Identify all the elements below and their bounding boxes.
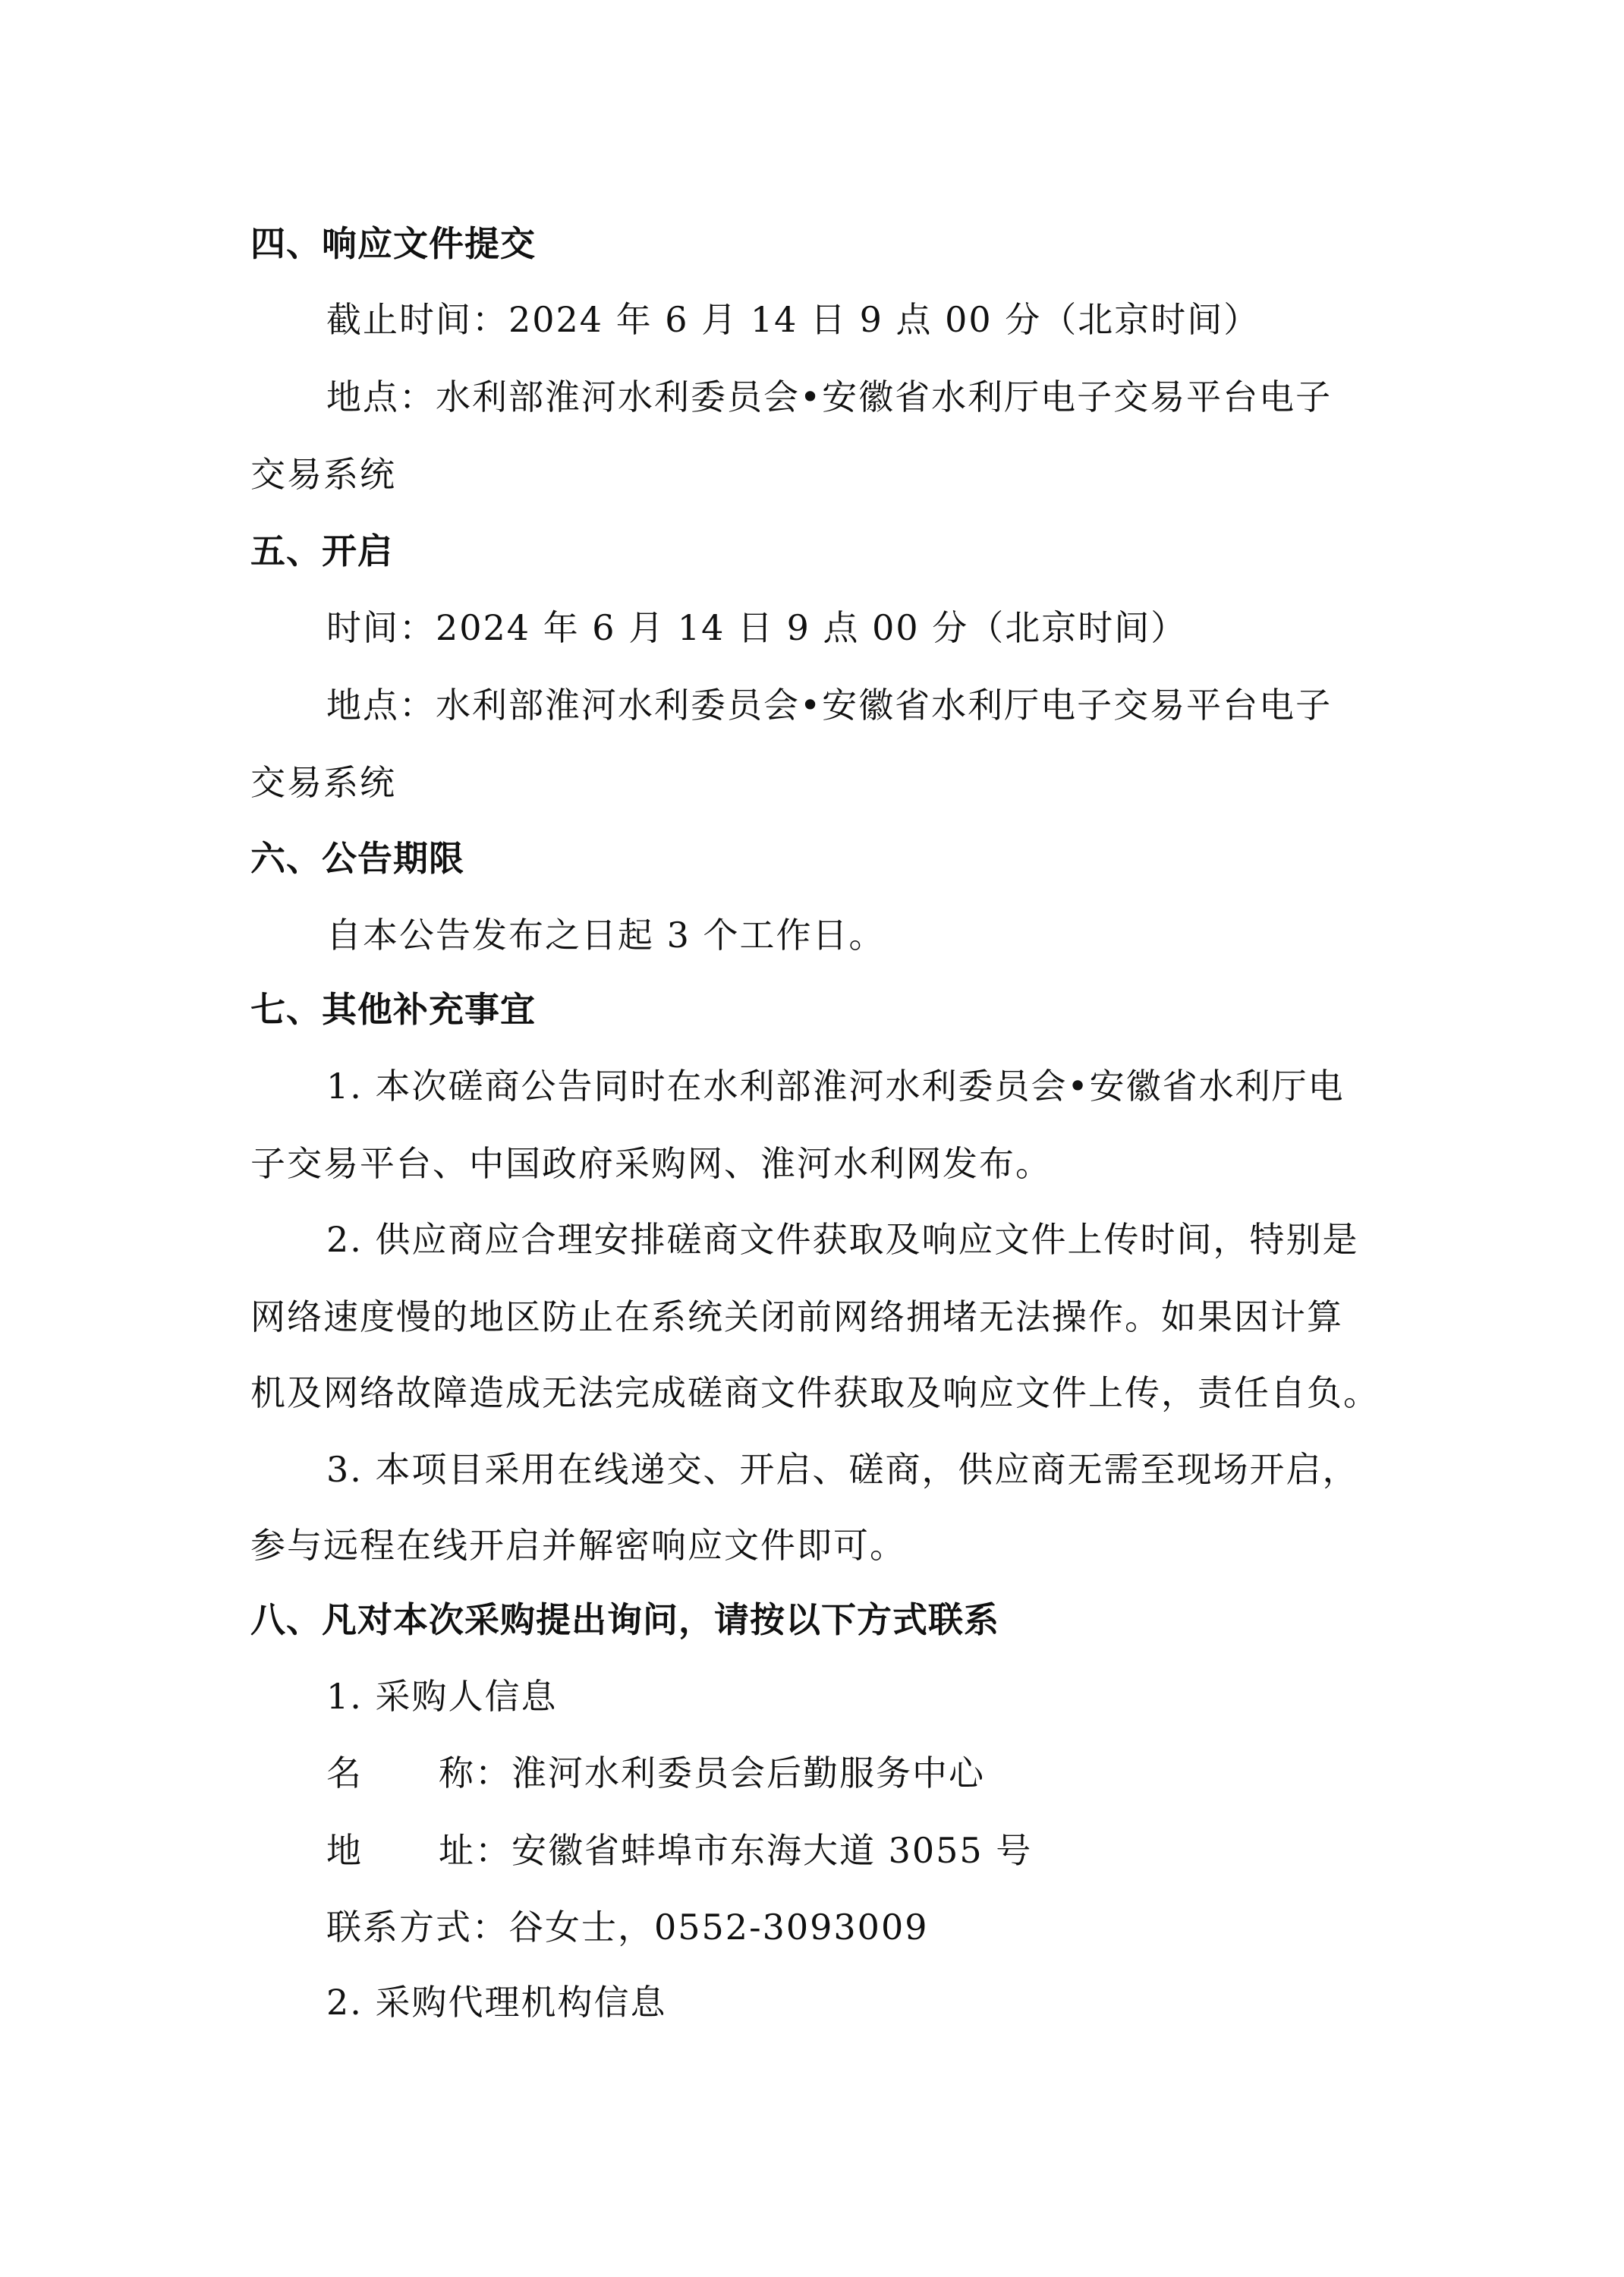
purchaser-info-title: 1. 采购人信息	[326, 1676, 558, 1717]
purchaser-address-row	[326, 1829, 1032, 1872]
supplement-item1-line1: 1. 本次磋商公告同时在水利部淮河水利委员会•安徽省水利厅电	[326, 1066, 1345, 1107]
submission-deadline: 截止时间：2024 年 6 月 14 日 9 点 00 分（北京时间）	[326, 299, 1260, 340]
supplement-item2-line2: 网络速度慢的地区防止在系统关闭前网络拥堵无法操作。如果因计算	[250, 1296, 1343, 1337]
submission-location-line1: 地点：水利部淮河水利委员会•安徽省水利厅电子交易平台电子	[326, 376, 1333, 417]
opening-location-line1: 地点：水利部淮河水利委员会•安徽省水利厅电子交易平台电子	[326, 685, 1333, 726]
opening-time: 时间：2024 年 6 月 14 日 9 点 00 分（北京时间）	[326, 607, 1188, 648]
section-heading-6: 六、公告期限	[250, 838, 464, 879]
section-heading-7: 七、其他补充事宜	[250, 989, 536, 1030]
agency-info-title: 2. 采购代理机构信息	[326, 1982, 667, 2023]
opening-location-line2: 交易系统	[250, 762, 396, 803]
purchaser-address-label-b: 址：	[439, 1830, 511, 1871]
purchaser-name-row	[326, 1752, 985, 1794]
purchaser-name-label-a: 名	[326, 1753, 363, 1794]
purchaser-address-value: 安徽省蚌埠市东海大道 3055 号	[511, 1830, 1033, 1871]
supplement-item2-line3: 机及网络故障造成无法完成磋商文件获取及响应文件上传，责任自负。	[250, 1372, 1380, 1413]
section-heading-4: 四、响应文件提交	[250, 223, 536, 264]
supplement-item2-line1: 2. 供应商应合理安排磋商文件获取及响应文件上传时间，特别是	[326, 1219, 1359, 1260]
submission-location-line2: 交易系统	[250, 454, 396, 495]
section-heading-5: 五、开启	[250, 531, 393, 572]
supplement-item3-line1: 3. 本项目采用在线递交、开启、磋商，供应商无需至现场开启，	[326, 1449, 1359, 1490]
supplement-item1-line2: 子交易平台、中国政府采购网、淮河水利网发布。	[250, 1143, 1052, 1184]
section-heading-8: 八、凡对本次采购提出询问，请按以下方式联系	[250, 1599, 999, 1640]
purchaser-contact: 联系方式：谷女士，0552-3093009	[326, 1907, 929, 1948]
purchaser-name-label-b: 称：	[439, 1753, 511, 1794]
supplement-item3-line2: 参与远程在线开启并解密响应文件即可。	[250, 1525, 906, 1566]
notice-period-body: 自本公告发布之日起 3 个工作日。	[326, 915, 886, 956]
purchaser-address-label-a: 地	[326, 1830, 363, 1871]
purchaser-name-value: 淮河水利委员会后勤服务中心	[511, 1753, 985, 1794]
